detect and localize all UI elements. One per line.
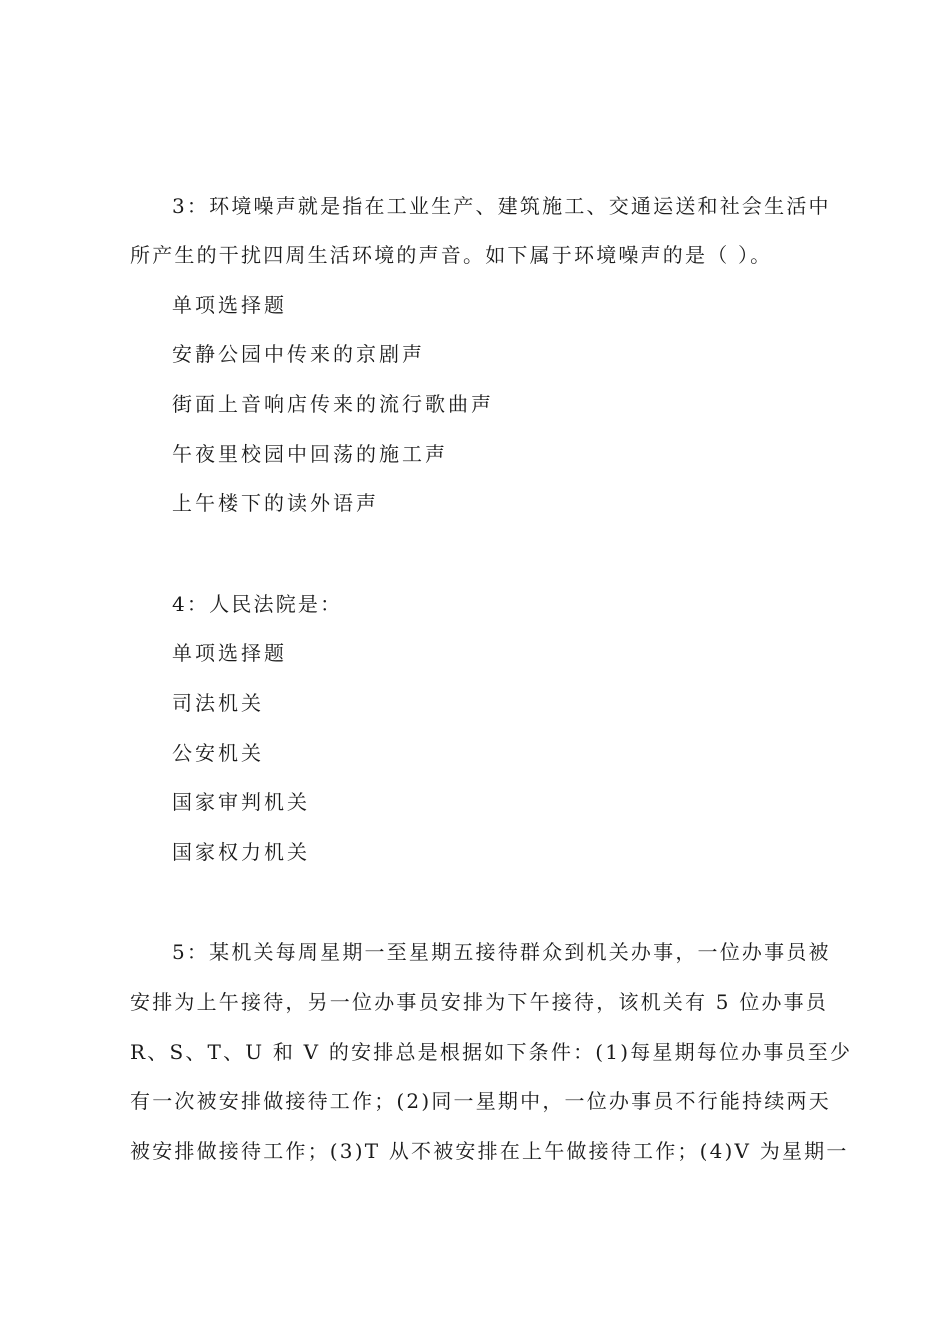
question-5-line-1: 5：某机关每周星期一至星期五接待群众到机关办事，一位办事员被 <box>172 940 831 964</box>
question-3-option-d: 上午楼下的读外语声 <box>172 491 379 515</box>
question-5-line-3: R、S、T、U 和 V 的安排总是根据如下条件：(1)每星期每位办事员至少 <box>130 1040 853 1064</box>
question-4-line-1: 4：人民法院是： <box>172 592 343 616</box>
question-4-option-b: 公安机关 <box>172 741 264 765</box>
question-4-type: 单项选择题 <box>172 641 287 665</box>
question-5-line-4: 有一次被安排做接待工作；(2)同一星期中，一位办事员不行能持续两天 <box>130 1089 831 1113</box>
question-3-line-2: 所产生的干扰四周生活环境的声音。如下属于环境噪声的是（ ）。 <box>130 243 773 267</box>
question-4-option-c: 国家审判机关 <box>172 790 310 814</box>
question-3-line-1: 3：环境噪声就是指在工业生产、建筑施工、交通运送和社会生活中 <box>172 194 831 218</box>
question-4-option-d: 国家权力机关 <box>172 840 310 864</box>
question-5-line-2: 安排为上午接待，另一位办事员安排为下午接待，该机关有 5 位办事员 <box>130 990 829 1014</box>
question-3-option-b: 街面上音响店传来的流行歌曲声 <box>172 392 494 416</box>
question-5-line-5: 被安排做接待工作；(3)T 从不被安排在上午做接待工作；(4)V 为星期一 <box>130 1139 849 1163</box>
question-3-option-a: 安静公园中传来的京剧声 <box>172 342 425 366</box>
question-3-option-c: 午夜里校园中回荡的施工声 <box>172 442 448 466</box>
question-3-type: 单项选择题 <box>172 293 287 317</box>
question-4-option-a: 司法机关 <box>172 691 264 715</box>
